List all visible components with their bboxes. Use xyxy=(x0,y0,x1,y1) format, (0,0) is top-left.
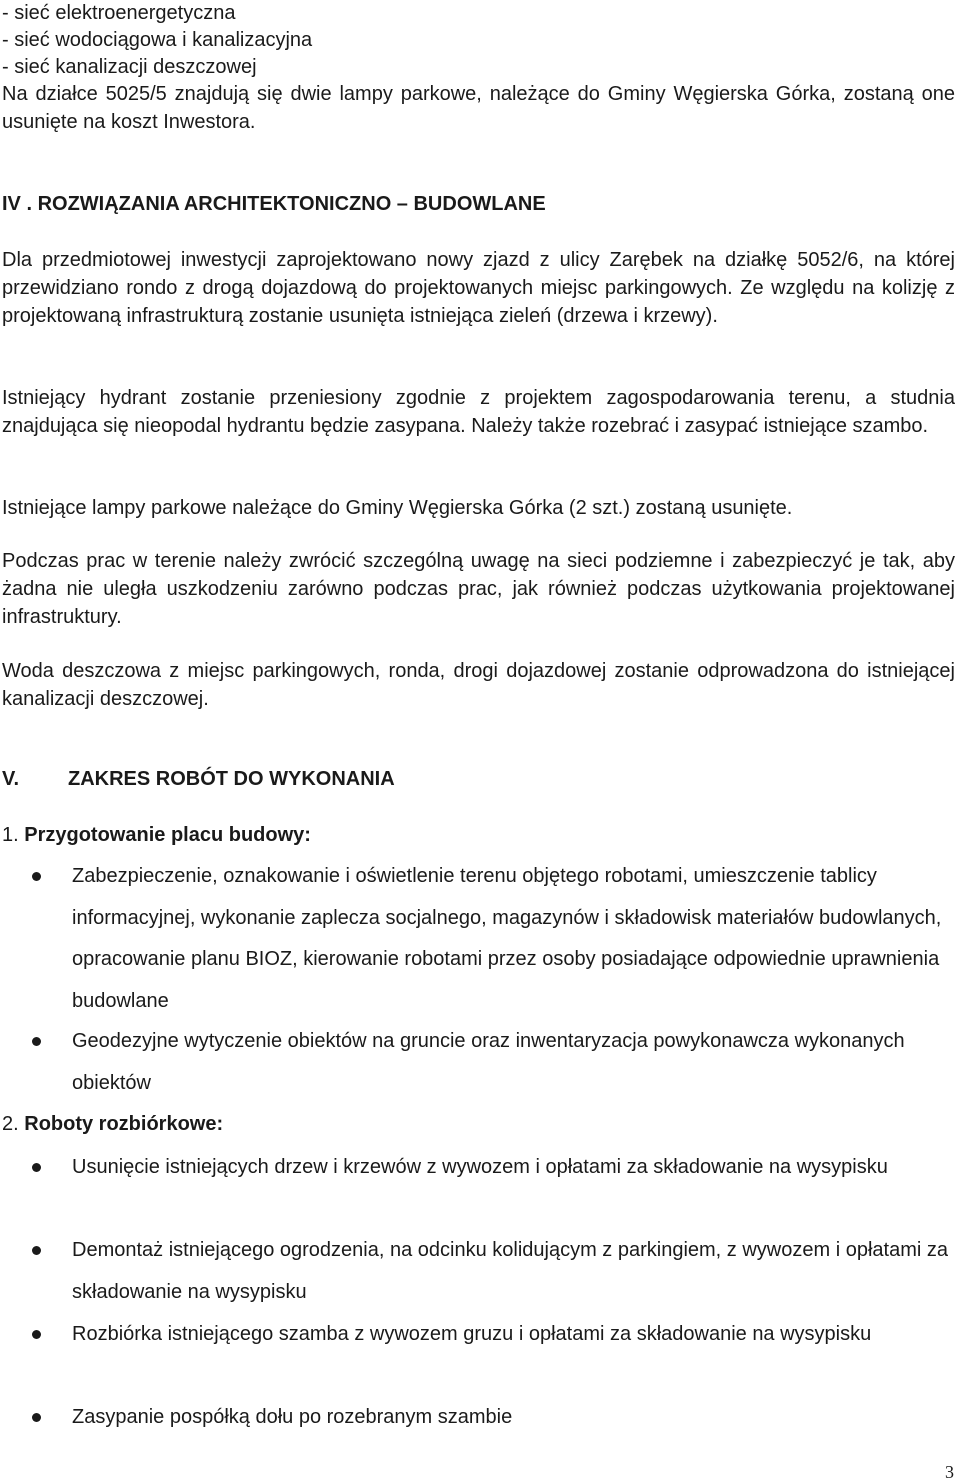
list-item-text: Usunięcie istniejących drzew i krzewów z wywozem i opłatami za składowanie na wysypisku xyxy=(72,1156,888,1178)
bullet-icon xyxy=(32,1037,41,1046)
list-item-text: Zasypanie pospółką dołu po rozebranym szambie xyxy=(72,1406,513,1428)
section-iv-paragraph-4: Podczas prac w terenie należy zwrócić szczególną uwagę na sieci podziemne i zabezpieczyć je tak, aby żadna nie uległa uszkodzeniu zarówno podczas prac, jak również podczas użytkowania projektowanej infrastruktury. xyxy=(2,550,955,628)
bullet-icon xyxy=(32,1246,41,1255)
page-number: 3 xyxy=(945,1462,954,1482)
bullet-icon xyxy=(32,1330,41,1339)
list-item-text: Rozbiórka istniejącego szamba z wywozem gruzu i opłatami za składowanie na wysypisku xyxy=(72,1323,872,1345)
bullet-icon xyxy=(32,872,41,881)
section-v-heading xyxy=(2,766,395,792)
list-item-text: Zabezpieczenie, oznakowanie i oświetlenie terenu objętego robotami, umieszczenie tablicy informacyjnej, wykonanie zaplecza socjalnego, magazynów i składowisk materiałów budowlanych, opracowanie planu BIOZ, kierowanie robotami przez osoby posiadające odpowiednie uprawnienia budowlane xyxy=(72,865,942,1012)
utility-line-rainwater: - sieć kanalizacji deszczowej xyxy=(2,56,257,78)
bullet-icon xyxy=(32,1163,41,1172)
subsection-2-title: Roboty rozbiórkowe: xyxy=(24,1113,224,1135)
subsection-1-number: 1. xyxy=(2,824,19,846)
subsection-2-heading xyxy=(2,1111,223,1137)
section-iv-paragraph-2: Istniejący hydrant zostanie przeniesiony zgodnie z projektem zagospodarowania terenu, a studnia znajdująca się nieopodal hydrantu będzie zasypana. Należy także rozebrać i zasypać istniejące szambo. xyxy=(2,387,955,437)
subsection-2-number: 2. xyxy=(2,1113,19,1135)
section-v-number: V. xyxy=(2,768,20,790)
utility-line-power: - sieć elektroenergetyczna xyxy=(2,2,236,24)
bullet-icon xyxy=(32,1413,41,1422)
intro-paragraph: Na działce 5025/5 znajdują się dwie lampy parkowe, należące do Gminy Węgierska Górka, zostaną one usunięte na koszt Inwestora. xyxy=(2,83,955,133)
section-iv-heading xyxy=(2,191,546,217)
subsection-1-title: Przygotowanie placu budowy: xyxy=(24,824,311,846)
section-iv-number: IV . xyxy=(2,193,33,215)
section-iv-paragraph-3: Istniejące lampy parkowe należące do Gminy Węgierska Górka (2 szt.) zostaną usunięte. xyxy=(2,497,793,519)
subsection-1-heading xyxy=(2,822,311,848)
list-item-text: Geodezyjne wytyczenie obiektów na gruncie oraz inwentaryzacja powykonawcza wykonanych obiektów xyxy=(72,1030,905,1094)
utility-line-water: - sieć wodociągowa i kanalizacyjna xyxy=(2,29,313,51)
section-iv-paragraph-1: Dla przedmiotowej inwestycji zaprojektowano nowy zjazd z ulicy Zarębek na działkę 5052/6, na której przewidziano rondo z drogą dojazdową do projektowanych miejsc parkingowych. Ze względu na kolizję z projektowaną infrastrukturą zostanie usunięta istniejąca zieleń (drzewa i krzewy). xyxy=(2,249,955,327)
section-iv-paragraph-5: Woda deszczowa z miejsc parkingowych, ronda, drogi dojazdowej zostanie odprowadzona do istniejącej kanalizacji deszczowej. xyxy=(2,660,955,710)
section-v-title: ZAKRES ROBÓT DO WYKONANIA xyxy=(68,768,395,790)
section-iv-title: ROZWIĄZANIA ARCHITEKTONICZNO – BUDOWLANE xyxy=(37,193,546,215)
list-item-text: Demontaż istniejącego ogrodzenia, na odcinku kolidującym z parkingiem, z wywozem i opłatami za składowanie na wysypisku xyxy=(72,1239,948,1303)
